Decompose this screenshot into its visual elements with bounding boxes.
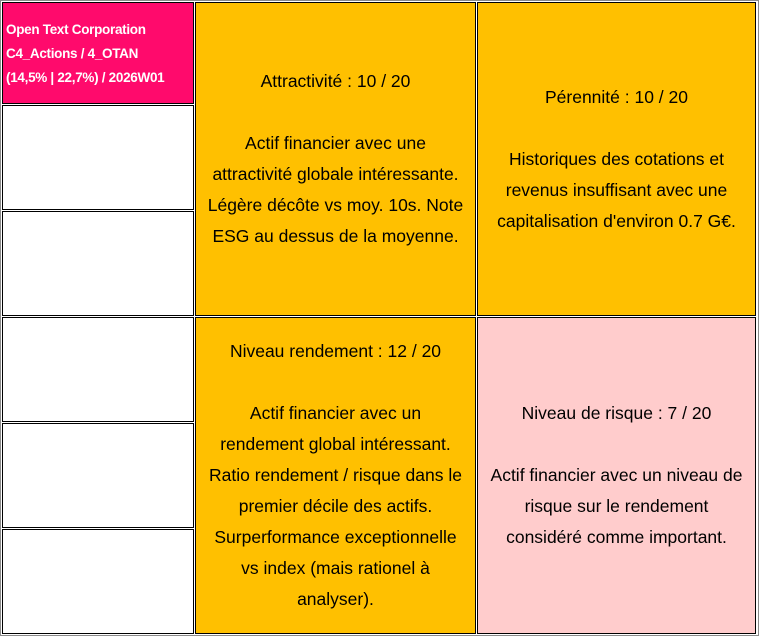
- attractivite-line: Légère décôte vs moy. 10s. Note: [207, 195, 464, 215]
- risque-title: Niveau de risque : 7 / 20: [521, 403, 712, 423]
- attractivite-line: Actif financier avec une: [245, 133, 426, 153]
- rendement-line: rendement global intéressant.: [220, 434, 451, 454]
- rendement-line: Actif financier avec un: [249, 403, 422, 423]
- attractivite-panel: [195, 2, 476, 316]
- perennite-line: capitalisation d'environ 0.7 G€.: [497, 210, 736, 231]
- asset-header: [2, 2, 194, 104]
- perennite-line: Historiques des cotations et: [509, 148, 724, 169]
- rendement-line: Ratio rendement / risque dans le: [209, 465, 462, 485]
- attractivite-title: Attractivité : 10 / 20: [260, 71, 411, 91]
- attractivite-line: ESG au dessus de la moyenne.: [212, 226, 459, 246]
- blank-cell-1: [2, 105, 194, 210]
- rendement-line: premier décile des actifs.: [238, 496, 433, 516]
- rendement-line: vs index (mais rationel à: [241, 558, 430, 578]
- rendement-line: analyser).: [297, 589, 374, 609]
- risque-line: considéré comme important.: [506, 527, 727, 547]
- asset-category: C4_Actions / 4_OTAN: [6, 46, 139, 61]
- perennite-title: Pérennité : 10 / 20: [544, 86, 689, 107]
- rendement-title: Niveau rendement : 12 / 20: [229, 341, 442, 361]
- rendement-line: Surperformance exceptionnelle: [214, 527, 457, 547]
- asset-period: (14,5% | 22,7%) / 2026W01: [6, 70, 165, 85]
- attractivite-line: attractivité globale intéressante.: [212, 164, 459, 184]
- risque-line: risque sur le rendement: [524, 496, 709, 516]
- perennite-line: revenus insuffisant avec une: [505, 179, 728, 200]
- risque-panel: [477, 317, 756, 634]
- blank-cell-4: [2, 423, 194, 528]
- blank-cell-2: [2, 211, 194, 316]
- blank-cell-5: [2, 529, 194, 634]
- asset-name: Open Text Corporation: [6, 22, 146, 37]
- blank-cell-3: [2, 317, 194, 422]
- perennite-panel: [477, 2, 756, 316]
- risque-line: Actif financier avec un niveau de: [490, 465, 743, 485]
- rendement-panel: [195, 317, 476, 634]
